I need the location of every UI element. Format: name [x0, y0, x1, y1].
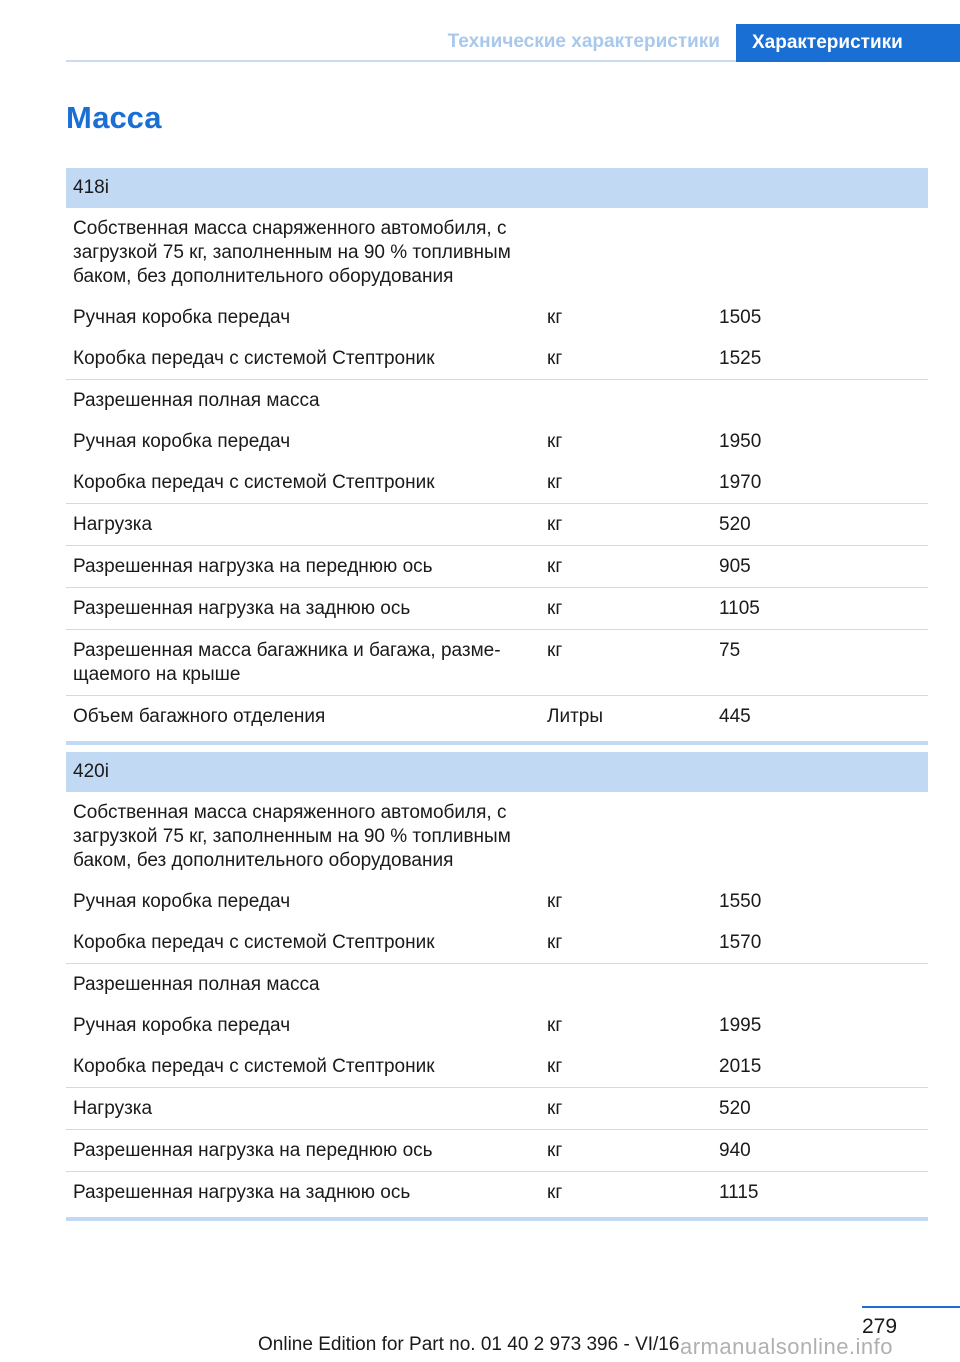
row-value: 520	[712, 1088, 928, 1130]
row-value: 1105	[712, 588, 928, 630]
row-unit: кг	[547, 431, 563, 452]
row-unit: кг	[547, 307, 563, 328]
row-label: Разрешенная полная масса	[73, 390, 320, 411]
row-value	[712, 380, 928, 422]
row-label: Ручная коробка передач	[73, 307, 291, 328]
table-model-header: 420i	[66, 752, 928, 792]
row-label: Разрешенная нагрузка на заднюю ось	[66, 588, 540, 630]
row-label: Нагрузка	[66, 1088, 540, 1130]
row-unit: кг	[540, 546, 712, 588]
row-value: 2015	[712, 1046, 928, 1088]
row-value: 1525	[712, 338, 928, 380]
row-unit	[540, 792, 712, 881]
row-label: Нагрузка	[66, 504, 540, 546]
table-row	[66, 380, 928, 422]
row-unit	[540, 208, 712, 297]
row-label: Собственная масса снаряженного автомобиля, с загрузкой 75 кг, заполненным на 90 % топливным баком, без дополнительного оборудования	[73, 802, 511, 871]
row-unit: Литры	[540, 696, 712, 744]
row-unit: кг	[540, 462, 712, 504]
table-row	[66, 338, 928, 380]
row-unit: кг	[547, 891, 563, 912]
row-label: Коробка передач с системой Стептроник	[66, 462, 540, 504]
row-unit	[540, 964, 712, 1006]
row-label: Ручная коробка передач	[73, 891, 291, 912]
table-model-header: 418i	[66, 168, 928, 208]
row-unit: кг	[540, 338, 712, 380]
row-label: Ручная коробка передач	[73, 1015, 291, 1036]
row-unit: кг	[540, 1088, 712, 1130]
row-unit: кг	[547, 1015, 563, 1036]
row-label: Разрешенная масса багажника и багажа, размещаемого на крыше	[66, 630, 540, 696]
row-value	[712, 964, 928, 1006]
header-chapter-tab[interactable]: Характеристики	[736, 24, 960, 62]
row-value: 1550	[719, 891, 762, 912]
table-row	[66, 1172, 928, 1220]
row-value	[712, 208, 928, 297]
row-unit: кг	[540, 922, 712, 964]
row-label: Разрешенная нагрузка на заднюю ось	[66, 1172, 540, 1220]
row-value: 520	[712, 504, 928, 546]
row-label: Коробка передач с системой Стептроник	[66, 922, 540, 964]
row-value: 445	[712, 696, 928, 744]
row-value: 1570	[712, 922, 928, 964]
row-unit: кг	[540, 1046, 712, 1088]
table-row	[66, 504, 928, 546]
page-title: Масса	[66, 100, 162, 135]
spec-table-418i	[66, 168, 928, 745]
table-row	[66, 1046, 928, 1088]
row-value: 1995	[719, 1015, 762, 1036]
row-label: Объем багажного отделения	[66, 696, 540, 744]
table-row	[66, 792, 928, 881]
row-value: 75	[712, 630, 928, 696]
row-unit: кг	[540, 1130, 712, 1172]
row-value: 905	[712, 546, 928, 588]
row-label: Разрешенная нагрузка на переднюю ось	[66, 546, 540, 588]
table-row	[66, 630, 928, 696]
row-label: Разрешенная полная масса	[73, 974, 320, 995]
table-row	[66, 421, 928, 462]
row-label: Ручная коробка передач	[73, 431, 291, 452]
row-value	[712, 792, 928, 881]
row-label: Коробка передач с системой Стептроник	[66, 338, 540, 380]
page-number: 279	[862, 1315, 898, 1338]
spec-table-420i	[66, 752, 928, 1221]
table-row	[66, 1130, 928, 1172]
row-unit: кг	[540, 1172, 712, 1220]
row-unit	[540, 380, 712, 422]
table-row	[66, 588, 928, 630]
row-unit: кг	[540, 630, 712, 696]
row-unit: кг	[540, 504, 712, 546]
table-row	[66, 297, 928, 338]
row-value: 940	[712, 1130, 928, 1172]
row-value: 1950	[719, 431, 762, 452]
watermark: armanualsonline.info	[680, 1334, 894, 1359]
footer-divider	[862, 1306, 960, 1308]
footer-edition: Online Edition for Part no. 01 40 2 973 396 - VI/16	[258, 1334, 680, 1355]
row-value: 1970	[712, 462, 928, 504]
table-row	[66, 696, 928, 744]
row-label: Собственная масса снаряженного автомобиля, с загрузкой 75 кг, заполненным на 90 % топливным баком, без дополнительного оборудования	[73, 218, 511, 287]
table-row	[66, 462, 928, 504]
row-label: Разрешенная нагрузка на переднюю ось	[66, 1130, 540, 1172]
table-row	[66, 1088, 928, 1130]
table-row	[66, 964, 928, 1006]
table-row	[66, 546, 928, 588]
table-row	[66, 1005, 928, 1046]
row-unit: кг	[540, 588, 712, 630]
table-row	[66, 922, 928, 964]
header-section-title[interactable]: Технические характеристики	[447, 31, 720, 52]
row-value: 1505	[719, 307, 762, 328]
table-row	[66, 208, 928, 297]
row-label: Коробка передач с системой Стептроник	[66, 1046, 540, 1088]
table-row	[66, 881, 928, 922]
row-value: 1115	[712, 1172, 928, 1220]
